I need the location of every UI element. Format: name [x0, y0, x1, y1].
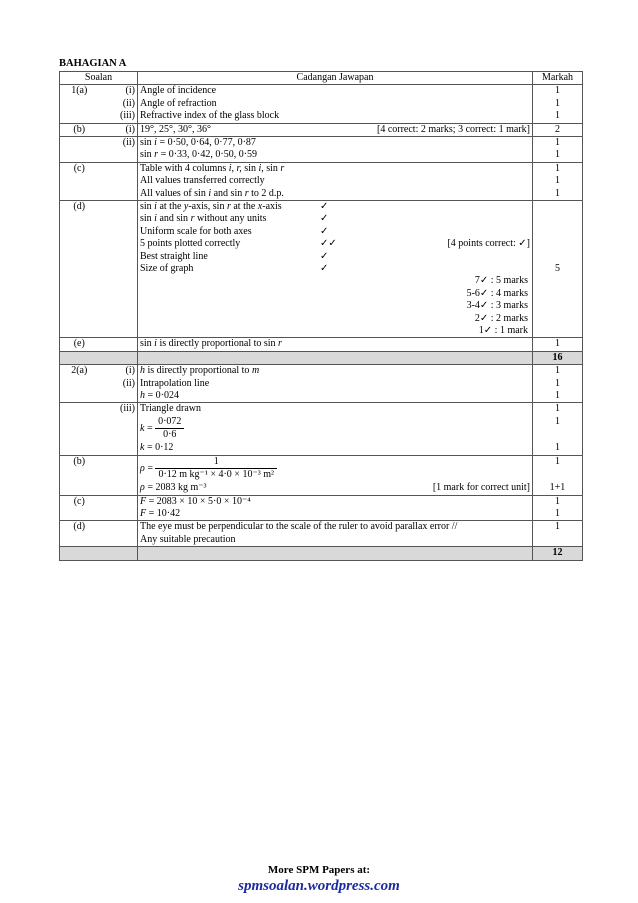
scale-line: 7✓ : 5 marks [474, 275, 528, 287]
answer-text: h = 0·024 [140, 390, 179, 402]
criterion-row: Best straight line ✓ [140, 250, 329, 262]
sub-label: (ii) [122, 377, 135, 389]
answer-text: Triangle drawn [140, 403, 202, 415]
total-mark: 16 [533, 351, 583, 364]
check-icon: ✓ [320, 213, 329, 225]
table-row [60, 137, 583, 163]
mark-value: 1 [533, 338, 583, 351]
criterion-row: 5 points plotted correctly ✓✓ [4 points correct: ✓] [140, 238, 530, 250]
answer-text: Any suitable precaution [140, 533, 236, 545]
answer-text: Angle of refraction [140, 97, 217, 109]
answer-text: sin i = 0·50, 0·64, 0·77, 0·87 [140, 137, 256, 149]
sub-label: (ii) [122, 97, 135, 109]
answer-text: The eye must be perpendicular to the scale of the ruler to avoid parallax error // [140, 521, 458, 533]
mark-value: 1 [555, 162, 560, 174]
scale-line: 2✓ : 2 marks [474, 312, 528, 324]
total-row [60, 547, 583, 560]
table-row [60, 495, 583, 521]
table-row [60, 123, 583, 136]
footer-link[interactable]: spmsoalan.wordpress.com [238, 878, 400, 894]
sub-label: (i) [125, 85, 135, 97]
mark-note: [4 points correct: ✓] [447, 238, 530, 250]
table-row [60, 338, 583, 351]
mark-value: 1 [533, 521, 583, 547]
criterion-row: sin i and sin r without any units ✓ [140, 213, 329, 225]
marking-table [59, 71, 583, 561]
mark-value: 2 [533, 123, 583, 136]
mark-value: 5 [533, 201, 583, 338]
header-markah: Markah [533, 72, 583, 85]
sub-label: (ii) [99, 137, 138, 163]
sub-label: (iii) [120, 110, 135, 122]
mark-value: 1 [555, 187, 560, 199]
sub-label: (i) [125, 365, 135, 377]
question-label: (b) [60, 123, 99, 136]
answer-text: 19°, 25°, 30°, 36° [140, 123, 211, 135]
check-icon: ✓ [320, 263, 329, 275]
mark-value: 1+1 [549, 482, 566, 494]
question-label: 2(a) [60, 365, 99, 403]
question-label: (c) [60, 495, 99, 521]
mark-value: 1 [555, 403, 560, 415]
total-row [60, 351, 583, 364]
table-row [60, 85, 583, 123]
scale-line: 1✓ : 1 mark [478, 325, 528, 337]
total-mark: 12 [533, 547, 583, 560]
answer-text: Table with 4 columns i, r, sin i, sin r [140, 162, 285, 174]
answer-text: ρ = 2083 kg m⁻³ [140, 481, 207, 493]
rho-fraction: ρ = $\frac{1}{\text{0·12 m kg⁻¹ × 4·0 × 10⁻³ m²}}$ [140, 456, 530, 482]
answer-text: k = 0·12 [140, 441, 174, 453]
mark-value: 1 [555, 495, 560, 507]
table-row [60, 521, 583, 547]
question-label: (d) [60, 201, 99, 338]
table-row [60, 201, 583, 338]
answer-text: Refractive index of the glass block [140, 110, 280, 122]
answer-text: All values of sin i and sin r to 2 d.p. [140, 187, 284, 199]
answer-text: sin i is directly proportional to sin r [138, 338, 533, 351]
scale-line: 3-4✓ : 3 marks [466, 300, 528, 312]
answer-text: F = 10·42 [140, 507, 181, 519]
mark-value: 1 [555, 455, 560, 467]
mark-value: 1 [555, 149, 560, 161]
answer-text: All values transferred correctly [140, 175, 265, 187]
scale-line: 5-6✓ : 4 marks [466, 287, 528, 299]
answer-text: F = 2083 × 10 × 5·0 × 10⁻⁴ [140, 495, 251, 507]
marking-scheme-page [59, 58, 579, 561]
mark-value: 1 [555, 365, 560, 377]
criterion-row: sin i at the y-axis, sin r at the x-axis ✓ [140, 201, 329, 213]
question-label: (b) [60, 455, 99, 495]
mark-value: 1 [555, 175, 560, 187]
mark-note: [4 correct: 2 marks; 3 correct: 1 mark] [377, 123, 530, 135]
mark-value: 1 [555, 390, 560, 402]
answer-text: Intrapolation line [140, 377, 210, 389]
mark-value: 1 [555, 377, 560, 389]
question-label: (e) [60, 338, 99, 351]
check-icon: ✓ [320, 250, 329, 262]
footer-caption: More SPM Papers at: [267, 864, 371, 876]
table-row [60, 365, 583, 403]
table-row [60, 162, 583, 200]
sub-label: (iii) [99, 403, 138, 455]
criterion-row: Size of graph ✓ [140, 263, 329, 275]
mark-value: 1 [555, 110, 560, 122]
answer-text: h is directly proportional to m [140, 365, 260, 377]
mark-value: 1 [555, 415, 560, 427]
check-icon: ✓ [320, 225, 329, 237]
k-fraction: k = $\frac{0\cdot 072}{0\cdot 6}$ [140, 416, 530, 442]
check-icon: ✓ [320, 201, 329, 213]
answer-text: sin r = 0·33, 0·42, 0·50, 0·59 [140, 149, 258, 161]
question-label: (d) [60, 521, 99, 547]
header-soalan: Soalan [60, 72, 138, 85]
header-cadangan: Cadangan Jawapan [138, 72, 533, 85]
section-title: BAHAGIAN A [59, 58, 127, 69]
table-row [60, 403, 583, 455]
table-row [60, 455, 583, 495]
mark-value: 1 [555, 507, 560, 519]
question-label: 1(a) [60, 85, 99, 123]
mark-value: 1 [555, 85, 560, 97]
table-header-row [60, 72, 583, 85]
answer-text: Angle of incidence [140, 85, 217, 97]
mark-value: 1 [555, 97, 560, 109]
mark-value: 1 [555, 137, 560, 149]
criterion-row: Uniform scale for both axes ✓ [140, 225, 329, 237]
mark-value: 1 [555, 442, 560, 454]
check-icon: ✓✓ [320, 238, 337, 250]
sub-label: (i) [99, 123, 138, 136]
mark-note: [1 mark for correct unit] [432, 481, 530, 493]
question-label: (c) [60, 162, 99, 200]
